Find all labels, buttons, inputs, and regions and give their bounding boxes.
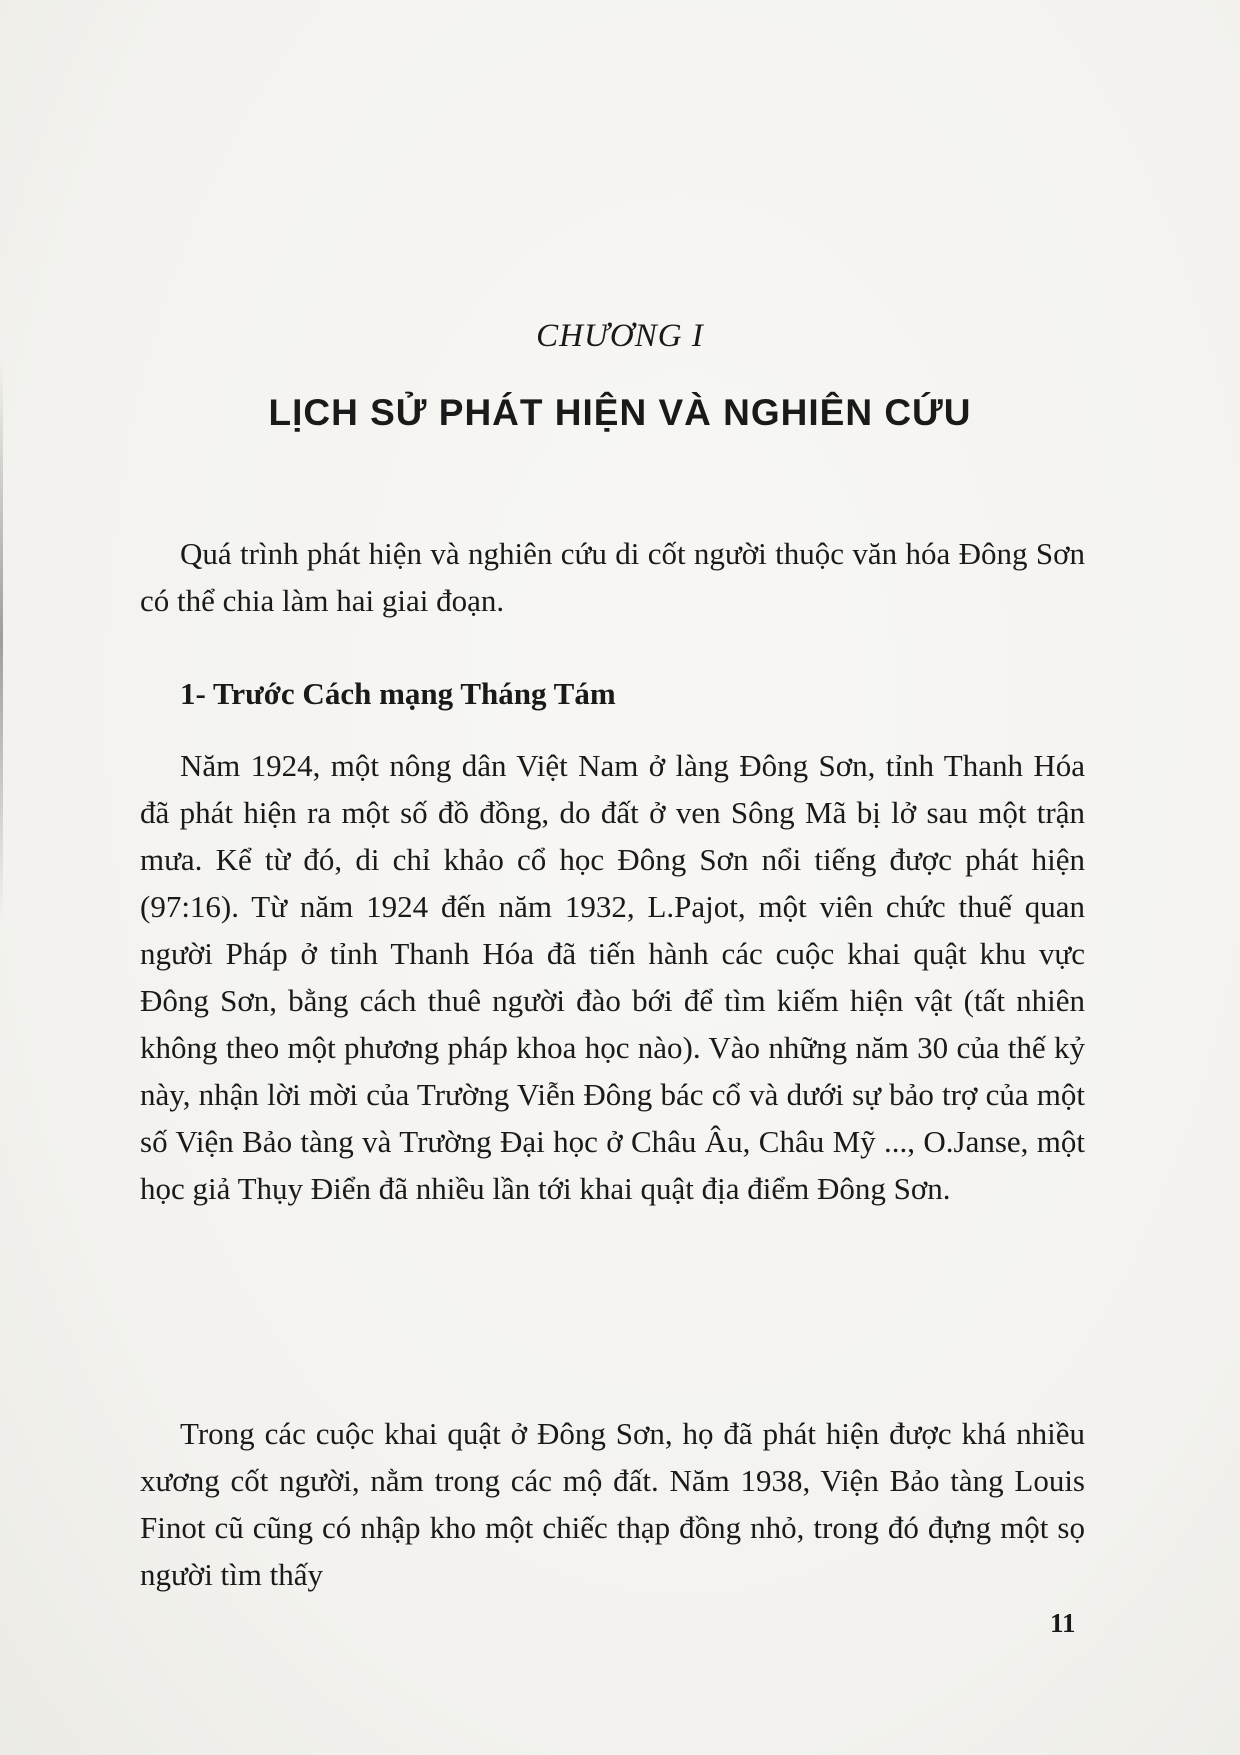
section-paragraph-1: Năm 1924, một nông dân Việt Nam ở làng Đông Sơn, tỉnh Thanh Hóa đã phát hiện ra một số đồ đồng, do đất ở ven Sông Mã bị lở sau một trận mưa. Kể từ đó, di chỉ khảo cổ học Đông Sơn nổi tiếng được phát hiện (97:16). Từ năm 1924 đến năm 1932, L.Pajot, một viên chức thuế quan người Pháp ở tỉnh Thanh Hóa đã tiến hành các cuộc khai quật khu vực Đông Sơn, bằng cách thuê người đào bới để tìm kiếm hiện vật (tất nhiên không theo một phương pháp khoa học nào). Vào những năm 30 của thế kỷ này, nhận lời mời của Trường Viễn Đông bác cổ và dưới sự bảo trợ của một số Viện Bảo tàng và Trường Đại học ở Châu Âu, Châu Mỹ ..., O.Janse, một học giả Thụy Điển đã nhiều lần tới khai quật địa điểm Đông Sơn. bbox=[140, 748, 1085, 1206]
chapter-label: CHƯƠNG I bbox=[536, 318, 704, 354]
section-paragraph-2: Trong các cuộc khai quật ở Đông Sơn, họ đã phát hiện được khá nhiều xương cốt người, nằm trong các mộ đất. Năm 1938, Viện Bảo tàng Louis Finot cũ cũng có nhập kho một chiếc thạp đồng nhỏ, trong đó đựng một sọ người tìm thấy bbox=[140, 1416, 1085, 1592]
chapter-title: LỊCH SỬ PHÁT HIỆN VÀ NGHIÊN CỨU bbox=[268, 392, 972, 433]
intro-paragraph: Quá trình phát hiện và nghiên cứu di cốt người thuộc văn hóa Đông Sơn có thể chia làm hai giai đoạn. bbox=[140, 536, 1085, 618]
page-number: 11 bbox=[1050, 1608, 1076, 1638]
page-binding-shadow bbox=[0, 360, 3, 920]
section-heading: 1- Trước Cách mạng Tháng Tám bbox=[180, 676, 616, 711]
